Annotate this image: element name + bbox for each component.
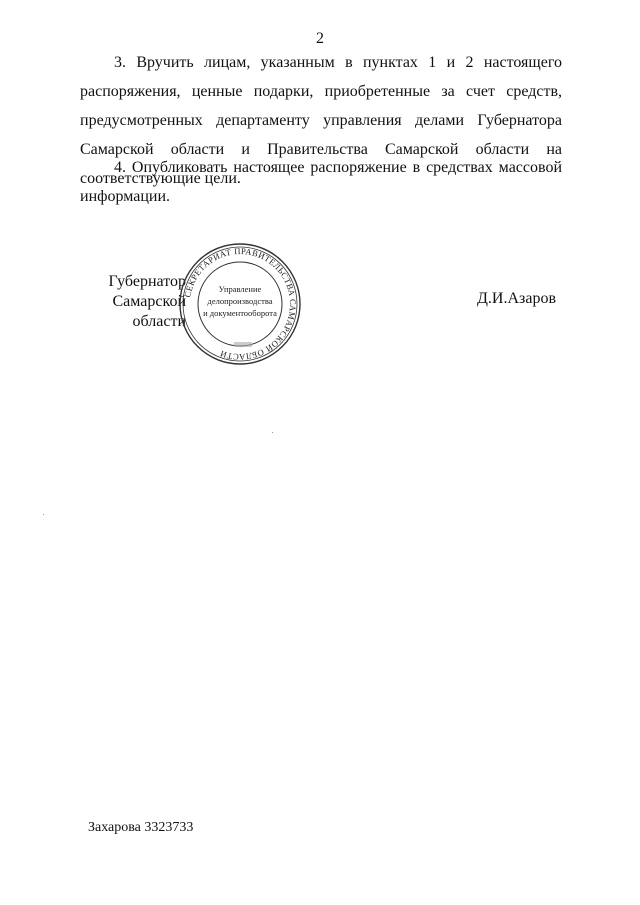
paragraph-4 xyxy=(80,153,562,211)
signer-name: Д.И.Азаров xyxy=(477,290,556,307)
signer-title xyxy=(76,272,186,332)
signer-title-line1: Губернатор xyxy=(108,273,186,290)
scan-speck xyxy=(43,514,44,515)
seal-ring-text: СЕКРЕТАРИАТ ПРАВИТЕЛЬСТВА САМАРСКОЙ ОБЛАСТИ xyxy=(182,245,299,363)
seal-center-line2: делопроизводства xyxy=(207,296,273,306)
page-number: 2 xyxy=(316,30,324,47)
official-seal xyxy=(178,242,302,366)
paragraph-3-text: 3. Вручить лицам, указанным в пунктах 1 и 2 настоящего распоряжения, ценные подарки, приобретенные за счет средств, предусмотренных департаменту управления делами Губернатора Самарской области и Правительства Самарской области на соответствующие цели. xyxy=(80,54,562,187)
scan-speck xyxy=(272,432,273,433)
paragraph-4-text: 4. Опубликовать настоящее распоряжение в средствах массовой информации. xyxy=(80,159,562,205)
executor-contact: Захарова 3323733 xyxy=(88,820,194,835)
signer-title-line2: Самарской области xyxy=(112,293,186,330)
seal-center-line1: Управление xyxy=(218,284,262,294)
seal-center-line3: и документооборота xyxy=(203,308,277,318)
